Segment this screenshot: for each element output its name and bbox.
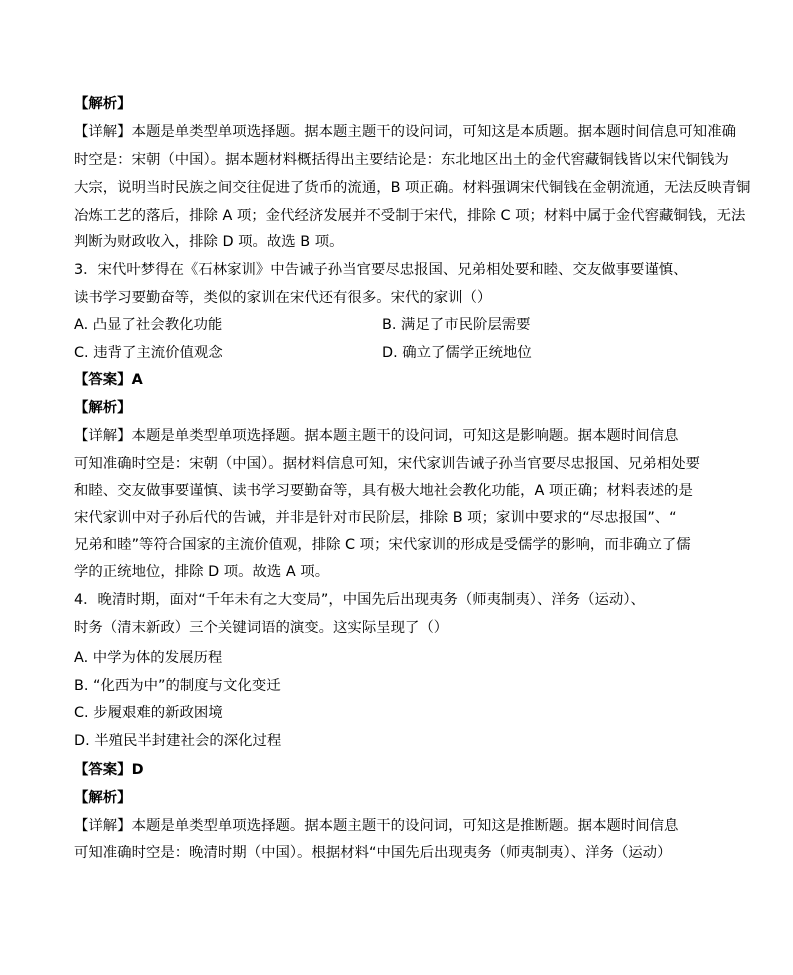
question-3-option-b: B. 满足了市民阶层需要 <box>382 317 531 333</box>
question-4-answer: 【答案】D <box>74 762 144 778</box>
question-4-analysis-line: 【详解】本题是单类型单项选择题。据本题主题干的设问词，可知这是推断题。据本题时间信息 <box>74 818 679 834</box>
question-3-analysis-line: 【详解】本题是单类型单项选择题。据本题主题干的设问词，可知这是影响题。据本题时间信息 <box>74 428 679 444</box>
question-4-analysis-label: 【解析】 <box>74 790 132 806</box>
question-3-option-a: A. 凸显了社会教化功能 <box>74 317 223 333</box>
question-4-option-c: C. 步履艰难的新政困境 <box>74 705 223 721</box>
analysis-line: 冶炼工艺的落后，排除 A 项；金代经济发展并不受制于宋代，排除 C 项；材料中属于金代窖藏铜钱，无法 <box>74 208 746 224</box>
question-3-option-c: C. 违背了主流价值观念 <box>74 345 223 361</box>
analysis-line: 大宗，说明当时民族之间交往促进了货币的流通，B 项正确。材料强调宋代铜钱在金朝流通，无法反映青铜 <box>74 180 751 196</box>
question-3-analysis-line: 可知准确时空是：宋朝（中国）。据材料信息可知，宋代家训告诫子孙当官要尽忠报国、兄弟相处要 <box>74 456 700 472</box>
question-3-analysis-label: 【解析】 <box>74 400 132 416</box>
analysis-line: 时空是：宋朝（中国）。据本题材料概括得出主要结论是：东北地区出土的金代窖藏铜钱皆以宋代铜钱为 <box>74 152 729 168</box>
analysis-line: 【详解】本题是单类型单项选择题。据本题主题干的设问词，可知这是本质题。据本题时间信息可知准确 <box>74 124 736 140</box>
question-4-option-b: B. “化西为中”的制度与文化变迁 <box>74 678 281 694</box>
analysis-label: 【解析】 <box>74 96 132 112</box>
question-3-analysis-line: 学的正统地位，排除 D 项。故选 A 项。 <box>74 564 330 580</box>
question-3-analysis-line: 宋代家训中对子孙后代的告诫，并非是针对市民阶层，排除 B 项；家训中要求的“尽忠报国”、“ <box>74 510 677 526</box>
question-3-answer: 【答案】A <box>74 372 143 388</box>
question-4-option-d: D. 半殖民半封建社会的深化过程 <box>74 733 282 749</box>
question-4-stem: 4．晚清时期，面对“千年未有之大变局”，中国先后出现夷务（师夷制夷）、洋务（运动）、 <box>74 592 645 608</box>
question-3-stem: 3．宋代叶梦得在《石林家训》中告诫子孙当官要尽忠报国、兄弟相处要和睦、交友做事要谨慎、 <box>74 262 688 278</box>
question-3-stem: 读书学习要勤奋等，类似的家训在宋代还有很多。宋代的家训（） <box>74 290 492 306</box>
question-3-option-d: D. 确立了儒学正统地位 <box>382 345 532 361</box>
question-4-option-a: A. 中学为体的发展历程 <box>74 650 223 666</box>
question-4-stem: 时务（清末新政）三个关键词语的演变。这实际呈现了（） <box>74 620 449 636</box>
question-4-analysis-line: 可知准确时空是：晚清时期（中国）。根据材料“中国先后出现夷务（师夷制夷）、洋务（运动） <box>74 845 672 861</box>
analysis-line: 判断为财政收入，排除 D 项。故选 B 项。 <box>74 234 344 250</box>
question-3-analysis-line: 兄弟和睦”等符合国家的主流价值观，排除 C 项；宋代家训的形成是受儒学的影响，而非确立了儒 <box>74 537 691 553</box>
question-3-analysis-line: 和睦、交友做事要谨慎、读书学习要勤奋等，具有极大地社会教化功能，A 项正确；材料表述的是 <box>74 483 693 499</box>
